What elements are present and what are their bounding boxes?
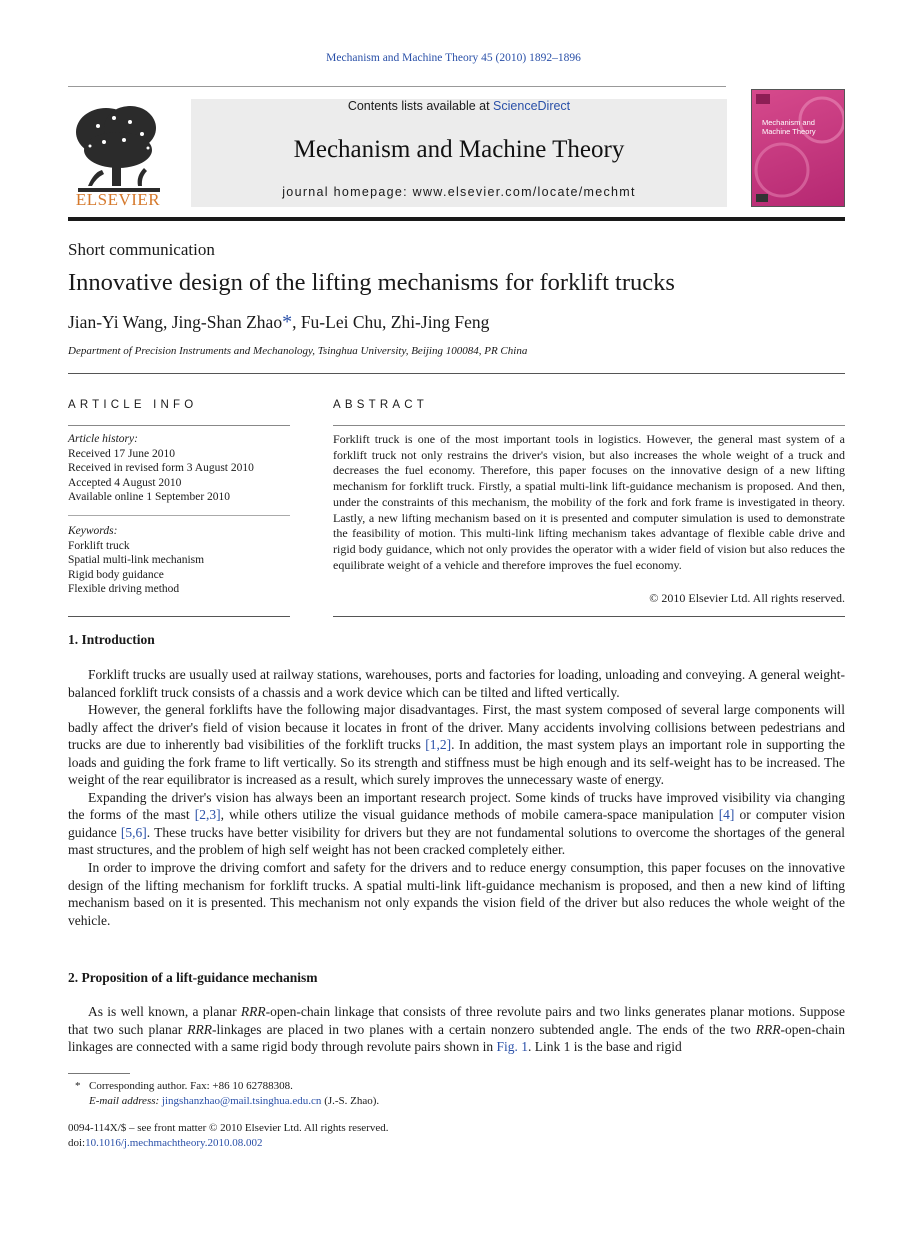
doi-link[interactable]: 10.1016/j.mechmachtheory.2010.08.002 [85, 1137, 263, 1149]
history-accepted: Accepted 4 August 2010 [68, 476, 182, 489]
paragraph [68, 789, 845, 859]
keyword: Flexible driving method [68, 583, 180, 596]
cover-gear-pattern [752, 90, 845, 207]
article-title: Innovative design of the lifting mechanisms for forklift trucks [68, 269, 675, 296]
affiliation-rule [68, 373, 845, 374]
email-label: E-mail address: [89, 1095, 160, 1107]
text-run: -open-chain linkages are connected with a same rigid body through revolute pairs shown in [68, 1021, 845, 1055]
keywords-label: Keywords: [68, 525, 118, 537]
history-received: Received 17 June 2010 [68, 447, 175, 460]
text-run: , while others utilize the visual guidance methods of mobile camera-space manipulation [220, 807, 719, 823]
doi-label: doi: [68, 1137, 86, 1149]
issn-line: 0094-114X/$ – see front matter © 2010 Elsevier Ltd. All rights reserved. [68, 1122, 389, 1134]
rrr-term: RRR [755, 1021, 781, 1037]
cover-title: Mechanism and Machine Theory [762, 118, 816, 136]
footnote-star: * [75, 1080, 81, 1092]
header-rule [68, 86, 726, 87]
publisher-name: ELSEVIER [75, 190, 161, 209]
text-run: . In addition, the mast system plays an important role in supporting the loads and guiding the fork frame to lift vertically. So its strength and stiffness must be high enough and its self-weight has to be increased. The weight of the rear equilibrator is increased as a result, which surely improves the unnecessary waste of energy. [68, 737, 845, 788]
journal-citation[interactable]: Mechanism and Machine Theory 45 (2010) 1892–1896 [326, 52, 581, 64]
text-run: However, the general forklifts have the following major disadvantages. First, the mast system composed of several large components will badly affect the driver's field of vision because it locates in front of the driver. Many accidents involving collisions between pedestrians and trucks are due to inherently bad visibilities of the forklift trucks [68, 702, 845, 753]
abstract-heading: ABSTRACT [333, 399, 428, 411]
corresponding-author-mark[interactable]: * [282, 311, 293, 333]
article-history-label: Article history: [68, 433, 138, 445]
keyword: Forklift truck [68, 539, 130, 552]
text-run: . These trucks have better visibility for drivers but they are not fundamental solutions to overcome the shortages of the general mast structures, and the problem of high self weight has not been cracked completely either. [68, 824, 845, 858]
keywords [68, 524, 290, 597]
reference-link[interactable]: [2,3] [194, 807, 221, 823]
journal-cover [751, 89, 845, 207]
keywords-rule [68, 515, 290, 516]
introduction-body [68, 666, 845, 929]
email-suffix: (J.-S. Zhao). [321, 1095, 380, 1107]
doi-line [68, 1137, 263, 1149]
reference-link[interactable]: [1,2] [425, 737, 452, 753]
paragraph [68, 701, 845, 789]
contents-prefix: Contents lists available at [347, 99, 494, 113]
paragraph: Forklift trucks are usually used at railway stations, warehouses, ports and factories for loading, unloading and conveying. A general weight-balanced forklift truck consists of a chassis and a work device which can be tilted and lifted vertically. [68, 667, 845, 700]
footnote-rule [68, 1073, 130, 1074]
contents-line [191, 99, 727, 113]
text-run: or computer vision guidance [68, 807, 845, 840]
abstract-bottom-rule [333, 616, 845, 617]
abstract-text: Forklift truck is one of the most important tools in logistics. However, the general mast system of a forklift truck not only restrains the driver's vision, but also increases the whole weight of a truck and decreases the fuel economy. Therefore, this paper focuses on the innovative design of a new lifting mechanism for forklift truck. Firstly, a spatial multi-link lift-guidance mechanism is proposed. And then, under the constraints of this mechanism, the mobility of the fork and fork frame is investigated in theory. Lastly, a new lifting mechanism based on it is presented and computer simulation is used to demonstrate the feasibility of motion. This multi-link lifting mechanism takes advantage of flexible cable drive and rigid body guidance, which not only provides the operator with a wider field of vision but also reduces the equilibrate weight of a vehicle and therefore improves the fuel economy. [333, 432, 845, 572]
email-link[interactable]: jingshanzhao@mail.tsinghua.edu.cn [161, 1095, 322, 1107]
section-heading-introduction: 1. Introduction [68, 632, 155, 647]
keyword: Rigid body guidance [68, 568, 164, 581]
paragraph [68, 1003, 845, 1056]
section2-body [68, 1003, 845, 1056]
rrr-term: RRR [240, 1004, 266, 1019]
rrr-term: RRR [187, 1021, 213, 1037]
info-bottom-rule [68, 616, 290, 617]
authors-first: Jian-Yi Wang, Jing-Shan Zhao [68, 312, 283, 332]
author-list [68, 311, 489, 334]
header-thick-rule [68, 217, 845, 221]
figure-link[interactable]: Fig. 1 [496, 1039, 529, 1055]
abstract-copyright: © 2010 Elsevier Ltd. All rights reserved. [649, 591, 845, 605]
article-type: Short communication [68, 240, 215, 259]
text-run: . Link 1 is the base and rigid [528, 1039, 682, 1055]
reference-link[interactable]: [4] [718, 807, 735, 823]
text-run: As is well known, a planar [88, 1004, 241, 1019]
history-revised: Received in revised form 3 August 2010 [68, 462, 254, 475]
section-heading-proposition: 2. Proposition of a lift-guidance mechanism [68, 970, 318, 985]
paragraph: In order to improve the driving comfort and safety for the drivers and to reduce energy consumption, this paper focuses on the innovative design of the lifting mechanism for forklift trucks. A spatial multi-link lift-guidance mechanism is proposed, and then a new kind of lifting mechanism based on it is presented. This mechanism not only expands the vision field of the driver but also reduces the whole weight of the vehicle. [68, 860, 845, 928]
article-history [68, 432, 290, 505]
text-run: -open-chain linkage that consists of three revolute pairs and two links generates planar motions. Suppose that two such planar [68, 1004, 845, 1037]
text-run: Expanding the driver's vision has always been an important research project. Some kinds of trucks have improved visibility via changing the forms of the mast [68, 789, 845, 823]
abstract-rule [333, 425, 845, 426]
email-note [89, 1095, 379, 1107]
affiliation: Department of Precision Instruments and Mechanology, Tsinghua University, Beijing 100084, PR China [68, 345, 528, 357]
reference-link[interactable]: [5,6] [120, 824, 147, 840]
article-info-rule [68, 425, 290, 426]
article-info-heading: ARTICLE INFO [68, 399, 198, 411]
sciencedirect-link[interactable]: ScienceDirect [493, 99, 571, 113]
journal-title: Mechanism and Machine Theory [293, 136, 625, 163]
text-run: -linkages are placed in two planes with a certain nonzero subtended angle. The ends of the two [212, 1021, 756, 1037]
history-online: Available online 1 September 2010 [68, 491, 231, 504]
corresponding-author-note: Corresponding author. Fax: +86 10 62788308. [89, 1080, 293, 1092]
keyword: Spatial multi-link mechanism [68, 554, 205, 567]
journal-homepage[interactable]: journal homepage: www.elsevier.com/locate/mechmt [282, 185, 636, 199]
authors-rest: , Fu-Lei Chu, Zhi-Jing Feng [292, 312, 490, 332]
